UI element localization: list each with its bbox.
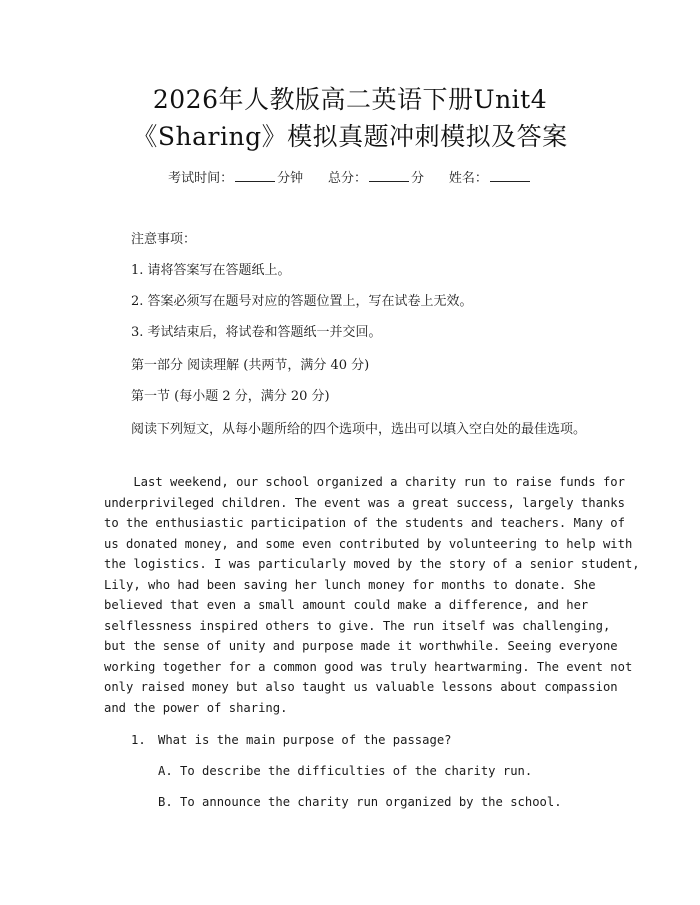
time-blank (235, 169, 275, 182)
passage-line: underprivileged children. The event was a great success, largely thanks (104, 495, 625, 510)
passage-line: selflessness inspired others to give. The run itself was challenging, (104, 618, 611, 633)
answer-option-b[interactable]: B. To announce the charity run organized by the school. (158, 795, 562, 809)
exam-title-line2: 《Sharing》模拟真题冲刺模拟及答案 (132, 122, 568, 151)
passage-line: believed that even a small amount could make a difference, and her (104, 598, 589, 612)
score-label: 总分： (327, 171, 367, 186)
score-blank (369, 169, 409, 182)
exam-meta (0, 169, 700, 188)
answer-option-a[interactable]: A. To describe the difficulties of the charity run. (158, 764, 533, 778)
part-heading: 第一部分 阅读理解 (共两节，满分 40 分) (131, 358, 370, 373)
passage-line: and the power of sharing. (104, 700, 288, 715)
passage-line: only raised money but also taught us valuable lessons about compassion (104, 680, 618, 694)
passage-line: us donated money, and some even contributed by volunteering to help with (104, 536, 633, 551)
passage-line: working together for a common good was truly heartwarming. The event not (104, 659, 633, 674)
exam-title-line1: 2026年人教版高二英语下册Unit4 (152, 85, 548, 114)
note-item: 1. 请将答案写在答题纸上。 (131, 263, 291, 278)
passage-line: to the enthusiastic participation of the students and teachers. Many of (104, 516, 625, 530)
time-label: 考试时间： (168, 171, 234, 186)
name-blank (490, 169, 530, 182)
instruction-text: 阅读下列短文，从每小题所给的四个选项中，选出可以填入空白处的最佳选项。 (131, 422, 587, 437)
time-unit: 分钟 (277, 171, 304, 186)
reading-passage (104, 472, 640, 718)
subsection-heading: 第一节 (每小题 2 分，满分 20 分) (131, 389, 330, 404)
name-label: 姓名： (448, 171, 488, 186)
passage-line: Lily, who had been saving her lunch money for months to donate. She (104, 577, 596, 592)
passage-line: the logistics. I was particularly moved by the story of a senior student, (104, 557, 640, 571)
passage-line: Last weekend, our school organized a charity run to raise funds for (104, 475, 625, 489)
score-unit: 分 (411, 171, 425, 186)
question-text: What is the main purpose of the passage? (158, 733, 452, 747)
note-item: 2. 答案必须写在题号对应的答题位置上，写在试卷上无效。 (131, 294, 473, 309)
question-number: 1. (131, 733, 146, 747)
note-item: 3. 考试结束后，将试卷和答题纸一并交回。 (131, 325, 382, 340)
notes-heading: 注意事项： (131, 232, 197, 247)
passage-line: but the sense of unity and purpose made it worthwhile. Seeing everyone (104, 639, 618, 653)
